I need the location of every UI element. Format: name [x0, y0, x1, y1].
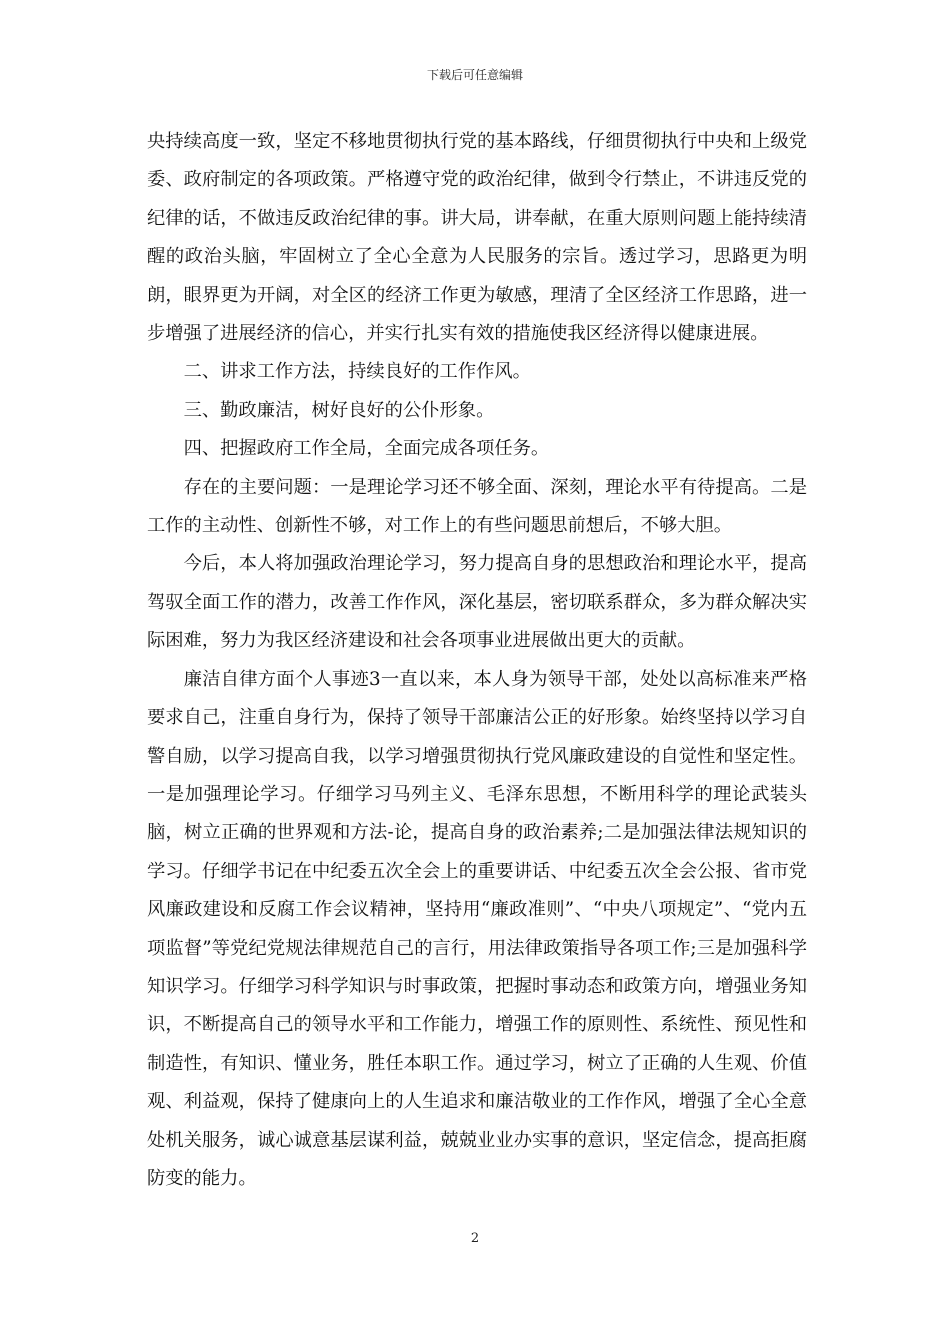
paragraph-work-methods: 二、讲求工作方法，持续良好的工作作风。	[183, 361, 531, 383]
page-number: 2	[470, 1231, 480, 1246]
paragraph-future-plans: 今后，本人将加强政治理论学习，努力提高自身的思想政治和理论水平，提高驾驭全面工作的潜力，改善工作作风，深化基层，密切联系群众，多为群众解决实际困难，努力为我区经济建设和社会各项事业进展做出更大的贡献。	[147, 553, 807, 652]
page-header: 下载后可任意编辑	[426, 68, 523, 82]
paragraph-integrity: 三、勤政廉洁，树好良好的公仆形象。	[183, 399, 495, 421]
paragraph-government-work: 四、把握政府工作全局，全面完成各项任务。	[183, 438, 550, 460]
paragraph-main-problems: 存在的主要问题：一是理论学习还不够全面、深刻，理论水平有待提高。二是工作的主动性、创新性不够，对工作上的有些问题思前想后，不够大胆。	[147, 476, 807, 537]
document-body	[147, 123, 807, 1198]
paragraph-continued: 央持续高度一致，坚定不移地贯彻执行党的基本路线，仔细贯彻执行中央和上级党委、政府制定的各项政策。严格遵守党的政治纪律，做到令行禁止，不讲违反党的纪律的话，不做违反政治纪律的事。讲大局，讲奉献，在重大原则问题上能持续清醒的政治头脑，牢固树立了全心全意为人民服务的宗旨。透过学习，思路更为明朗，眼界更为开阔，对全区的经济工作更为敏感，理清了全区经济工作思路，进一步增强了进展经济的信心，并实行扎实有效的措施使我区经济得以健康进展。	[147, 131, 807, 345]
paragraph-deeds-3: 廉洁自律方面个人事迹3一直以来，本人身为领导干部，处处以高标准来严格要求自己，注重自身行为，保持了领导干部廉洁公正的好形象。始终坚持以学习自警自励，以学习提高自我，以学习增强贯彻执行党风廉政建设的自觉性和坚定性。一是加强理论学习。仔细学习马列主义、毛泽东思想，不断用科学的理论武装头脑，树立正确的世界观和方法-论，提高自身的政治素养;二是加强法律法规知识的学习。仔细学书记在中纪委五次全会上的重要讲话、中纪委五次全会公报、省市党风廉政建设和反腐工作会议精神，坚持用“廉政准则”、“中央八项规定”、“党内五项监督”等党纪党规法律规范自己的言行，用法律政策指导各项工作;三是加强科学知识学习。仔细学习科学知识与时事政策，把握时事动态和政策方向，增强业务知识，不断提高自己的领导水平和工作能力，增强工作的原则性、系统性、预见性和制造性，有知识、懂业务，胜任本职工作。通过学习，树立了正确的人生观、价值观、利益观，保持了健康向上的人生追求和廉洁敬业的工作作风，增强了全心全意处机关服务，诚心诚意基层谋利益，兢兢业业办实事的意识，坚定信念，提高拒腐防变的能力。	[147, 668, 807, 1189]
